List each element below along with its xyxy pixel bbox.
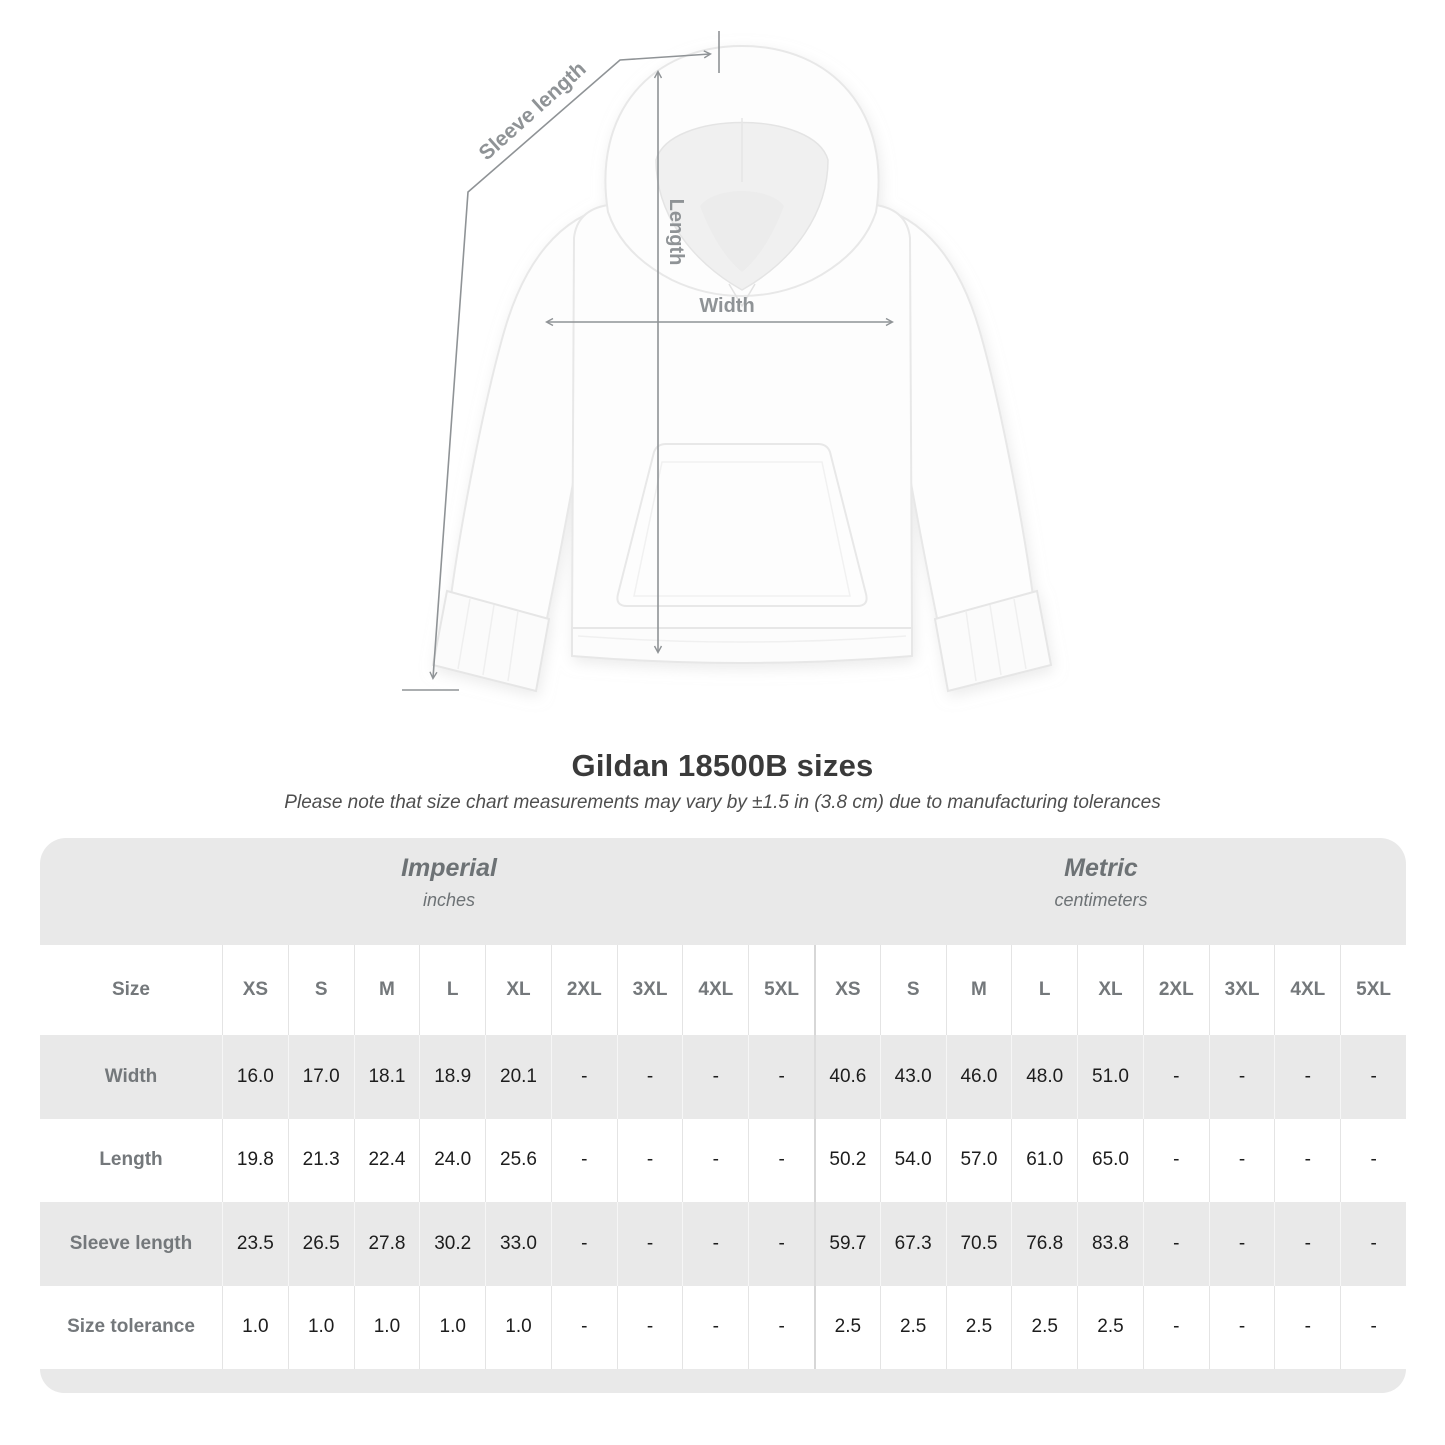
value-cell: - bbox=[1143, 1202, 1209, 1286]
value-cell: - bbox=[617, 1286, 683, 1370]
value-cell: 57.0 bbox=[946, 1119, 1012, 1203]
tolerance-note: Please note that size chart measurements may vary by ±1.5 in (3.8 cm) due to manufacturing tolerances bbox=[284, 792, 1161, 813]
width-label: Width bbox=[699, 295, 755, 317]
table-row bbox=[40, 1035, 1406, 1119]
metric-header bbox=[1054, 854, 1147, 911]
value-cell: 1.0 bbox=[288, 1286, 354, 1370]
value-cell: - bbox=[1209, 1035, 1275, 1119]
unit-header bbox=[40, 838, 1406, 945]
size-header-cell: 3XL bbox=[1209, 945, 1275, 1035]
value-cell: - bbox=[1340, 1286, 1406, 1370]
value-cell: - bbox=[748, 1119, 814, 1203]
size-header-cell: S bbox=[880, 945, 946, 1035]
size-header-cell: 4XL bbox=[1274, 945, 1340, 1035]
value-cell: 40.6 bbox=[814, 1035, 880, 1119]
value-cell: 1.0 bbox=[485, 1286, 551, 1370]
value-cell: 2.5 bbox=[946, 1286, 1012, 1370]
sleeve-length-label: Sleeve length bbox=[474, 57, 591, 166]
value-cell: 23.5 bbox=[222, 1202, 288, 1286]
value-cell: - bbox=[1340, 1119, 1406, 1203]
value-cell: 1.0 bbox=[222, 1286, 288, 1370]
value-cell: 2.5 bbox=[880, 1286, 946, 1370]
value-cell: 18.9 bbox=[419, 1035, 485, 1119]
value-cell: 2.5 bbox=[1011, 1286, 1077, 1370]
value-cell: 65.0 bbox=[1077, 1119, 1143, 1203]
value-cell: 33.0 bbox=[485, 1202, 551, 1286]
value-cell: 70.5 bbox=[946, 1202, 1012, 1286]
table-row bbox=[40, 1286, 1406, 1370]
imperial-header bbox=[401, 854, 497, 911]
value-cell: 43.0 bbox=[880, 1035, 946, 1119]
value-cell: 16.0 bbox=[222, 1035, 288, 1119]
size-header-cell: L bbox=[1011, 945, 1077, 1035]
value-cell: - bbox=[1209, 1286, 1275, 1370]
value-cell: 27.8 bbox=[354, 1202, 420, 1286]
table-row bbox=[40, 1202, 1406, 1286]
value-cell: 51.0 bbox=[1077, 1035, 1143, 1119]
table-row bbox=[40, 1119, 1406, 1203]
value-cell: - bbox=[1340, 1035, 1406, 1119]
value-cell: 30.2 bbox=[419, 1202, 485, 1286]
value-cell: - bbox=[748, 1035, 814, 1119]
value-cell: - bbox=[1274, 1035, 1340, 1119]
value-cell: 22.4 bbox=[354, 1119, 420, 1203]
size-header-cell: L bbox=[419, 945, 485, 1035]
value-cell: 17.0 bbox=[288, 1035, 354, 1119]
value-cell: - bbox=[682, 1035, 748, 1119]
size-header-cell: XS bbox=[222, 945, 288, 1035]
page-title: Gildan 18500B sizes bbox=[571, 748, 874, 783]
value-cell: - bbox=[551, 1035, 617, 1119]
size-header-row bbox=[40, 945, 1406, 1035]
table-rows bbox=[40, 1035, 1406, 1369]
value-cell: 2.5 bbox=[814, 1286, 880, 1370]
value-cell: 46.0 bbox=[946, 1035, 1012, 1119]
size-header-cell: M bbox=[946, 945, 1012, 1035]
value-cell: - bbox=[1209, 1202, 1275, 1286]
value-cell: - bbox=[682, 1202, 748, 1286]
value-cell: - bbox=[1274, 1286, 1340, 1370]
value-cell: 1.0 bbox=[419, 1286, 485, 1370]
value-cell: - bbox=[682, 1286, 748, 1370]
size-header-cell: S bbox=[288, 945, 354, 1035]
size-header-cell: 4XL bbox=[682, 945, 748, 1035]
size-header-cell: M bbox=[354, 945, 420, 1035]
imperial-label: Imperial bbox=[401, 854, 497, 882]
value-cell: - bbox=[1209, 1119, 1275, 1203]
value-cell: - bbox=[1143, 1035, 1209, 1119]
imperial-unit: inches bbox=[422, 890, 476, 910]
value-cell: - bbox=[748, 1286, 814, 1370]
value-cell: - bbox=[617, 1202, 683, 1286]
hem-band-shape bbox=[572, 628, 912, 663]
value-cell: 54.0 bbox=[880, 1119, 946, 1203]
size-header-cell: XS bbox=[814, 945, 880, 1035]
value-cell: 67.3 bbox=[880, 1202, 946, 1286]
value-cell: - bbox=[1274, 1202, 1340, 1286]
pocket-shape bbox=[617, 444, 866, 606]
value-cell: 24.0 bbox=[419, 1119, 485, 1203]
size-header-cell: 2XL bbox=[551, 945, 617, 1035]
metric-label: Metric bbox=[1064, 854, 1138, 882]
value-cell: 18.1 bbox=[354, 1035, 420, 1119]
value-cell: - bbox=[551, 1202, 617, 1286]
row-label: Length bbox=[99, 1149, 163, 1171]
value-cell: 48.0 bbox=[1011, 1035, 1077, 1119]
value-cell: - bbox=[1143, 1286, 1209, 1370]
value-cell: 83.8 bbox=[1077, 1202, 1143, 1286]
value-cell: 50.2 bbox=[814, 1119, 880, 1203]
value-cell: 61.0 bbox=[1011, 1119, 1077, 1203]
value-cell: 76.8 bbox=[1011, 1202, 1077, 1286]
value-cell: - bbox=[551, 1119, 617, 1203]
value-cell: - bbox=[1274, 1119, 1340, 1203]
value-cell: 59.7 bbox=[814, 1202, 880, 1286]
value-cell: 20.1 bbox=[485, 1035, 551, 1119]
value-cell: - bbox=[617, 1035, 683, 1119]
size-header-cell: 5XL bbox=[1340, 945, 1406, 1035]
size-header-cell: XL bbox=[1077, 945, 1143, 1035]
row-label: Size tolerance bbox=[67, 1316, 195, 1338]
value-cell: 19.8 bbox=[222, 1119, 288, 1203]
size-header-cell: 5XL bbox=[748, 945, 814, 1035]
value-cell: 25.6 bbox=[485, 1119, 551, 1203]
size-header-cell: 3XL bbox=[617, 945, 683, 1035]
table-bottom-cap bbox=[40, 1369, 1406, 1393]
value-cell: - bbox=[1340, 1202, 1406, 1286]
size-column-label: Size bbox=[111, 979, 151, 1000]
value-cell: 26.5 bbox=[288, 1202, 354, 1286]
size-header-cell: XL bbox=[485, 945, 551, 1035]
size-table bbox=[40, 838, 1406, 1393]
value-cell: 21.3 bbox=[288, 1119, 354, 1203]
metric-unit: centimeters bbox=[1054, 890, 1148, 910]
value-cell: - bbox=[617, 1119, 683, 1203]
value-cell: 2.5 bbox=[1077, 1286, 1143, 1370]
value-cell: - bbox=[1143, 1119, 1209, 1203]
value-cell: - bbox=[551, 1286, 617, 1370]
value-cell: 1.0 bbox=[354, 1286, 420, 1370]
length-label: Length bbox=[665, 198, 687, 266]
size-header-cell: 2XL bbox=[1143, 945, 1209, 1035]
row-label: Width bbox=[104, 1065, 158, 1087]
row-label: Sleeve length bbox=[69, 1232, 193, 1254]
value-cell: - bbox=[748, 1202, 814, 1286]
value-cell: - bbox=[682, 1119, 748, 1203]
